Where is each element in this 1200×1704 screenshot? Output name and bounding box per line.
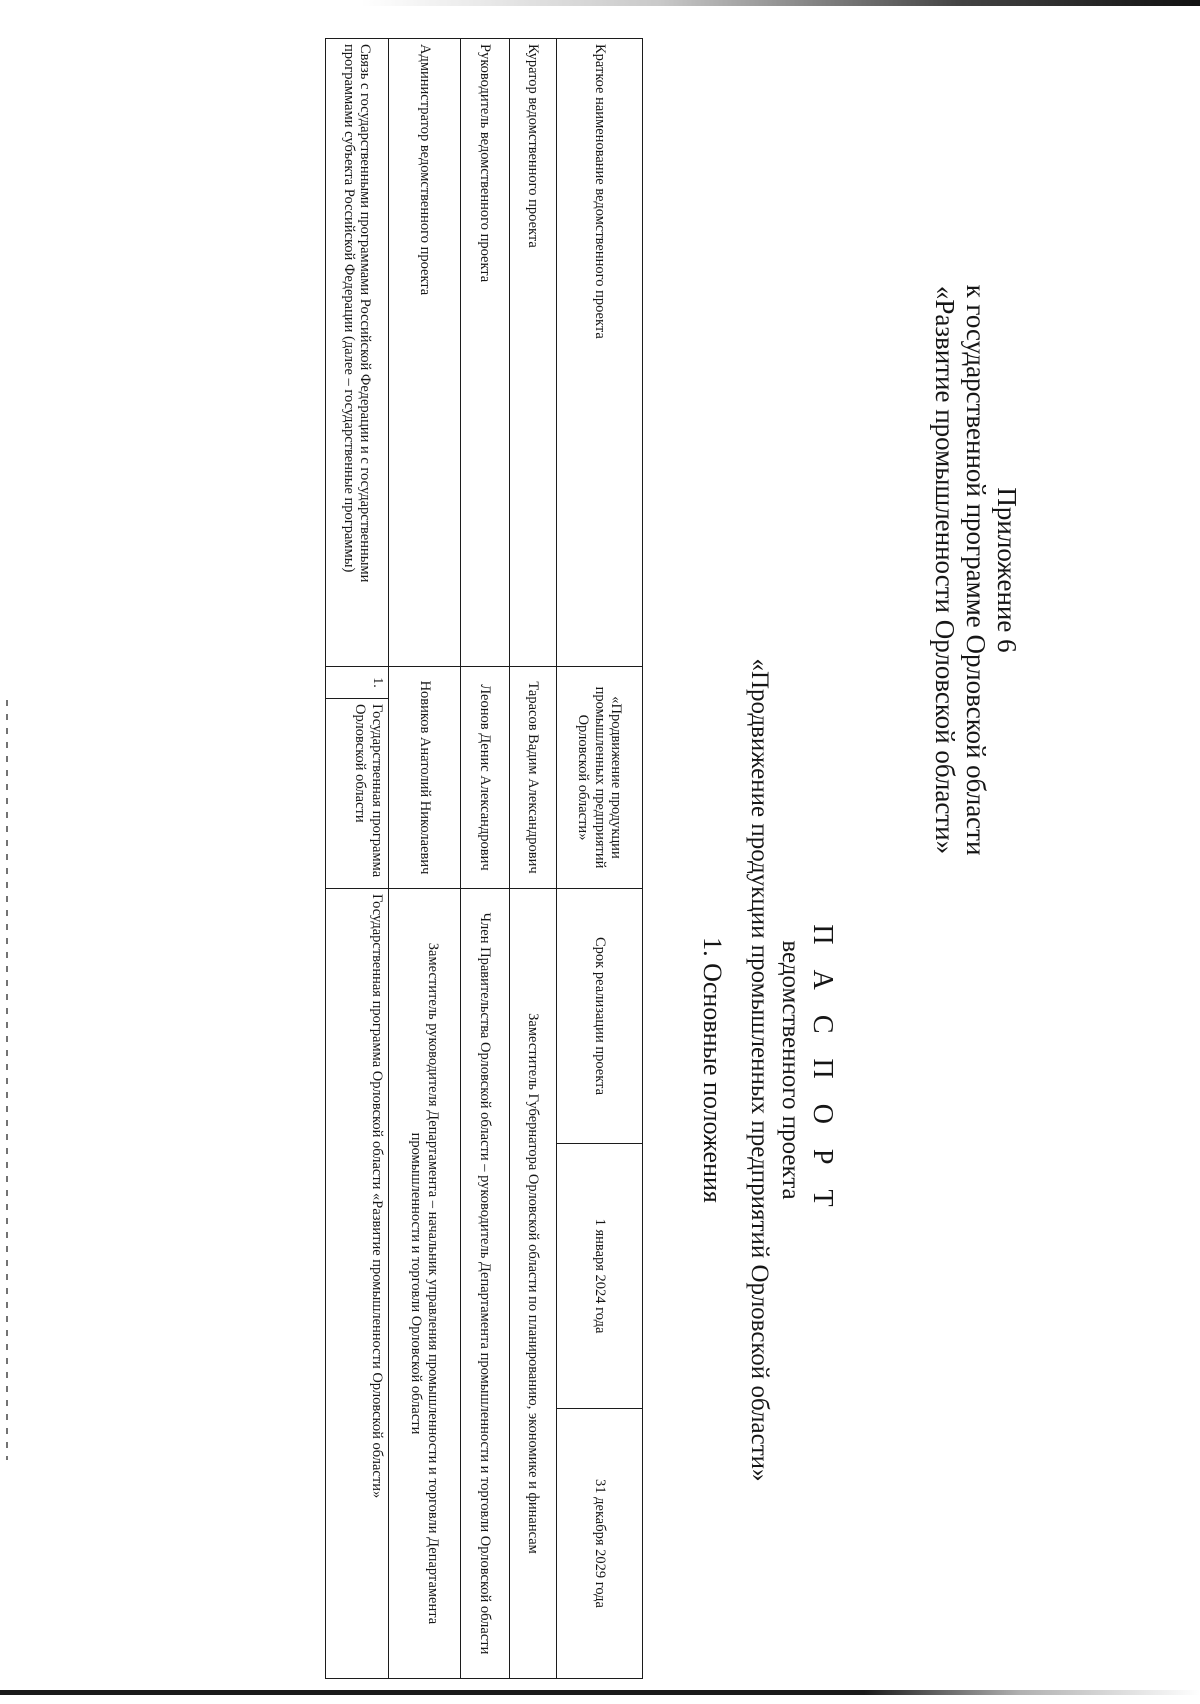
term-start: 1 января 2024 года bbox=[557, 1144, 643, 1409]
basic-provisions-table bbox=[325, 38, 643, 1679]
appendix-number: Приложение 6 bbox=[992, 487, 1022, 653]
admin-name: Новиков Анатолий Николаевич bbox=[389, 667, 461, 889]
head-label: Руководитель ведомственного проекта bbox=[461, 39, 510, 667]
head-position: Член Правительства Орловской области – руководитель Департамента промышленности и торговли Орловской области bbox=[461, 889, 510, 1679]
term-end: 31 декабря 2029 года bbox=[557, 1409, 643, 1679]
admin-position: Заместитель руководителя Департамента – начальник управления промышленности и торговли Департамента промышленности и торговли Орловской области bbox=[389, 889, 461, 1679]
short-name-label: Краткое наименование ведомственного проекта bbox=[557, 39, 643, 667]
section-heading: 1. Основные положения bbox=[698, 937, 727, 1203]
table-row bbox=[389, 39, 461, 1679]
curator-position: Заместитель Губернатора Орловской области по планированию, экономике и финансам bbox=[510, 889, 557, 1679]
title-block bbox=[696, 610, 838, 1530]
curator-label: Куратор ведомственного проекта bbox=[510, 39, 557, 667]
short-name-value: «Продвижение продукции промышленных предприятий Орловской области» bbox=[557, 667, 643, 889]
table-row bbox=[510, 39, 557, 1679]
head-name: Леонов Денис Александрович bbox=[461, 667, 510, 889]
admin-label: Администратор ведомственного проекта bbox=[389, 39, 461, 667]
document-title: П А С П О Р Т bbox=[807, 924, 838, 1216]
table-row bbox=[557, 39, 643, 1679]
table-row bbox=[461, 39, 510, 1679]
program-link-type: Государственная программа Орловской области bbox=[326, 699, 389, 889]
project-name: «Продвижение продукции промышленных предприятий Орловской области» bbox=[746, 658, 773, 1482]
appendix-program-name: «Развитие промышленности Орловской области» bbox=[930, 285, 960, 855]
appendix-header bbox=[929, 20, 1022, 1120]
program-link-name: Государственная программа Орловской области «Развитие промышленности Орловской области» bbox=[326, 889, 389, 1679]
curator-name: Тарасов Вадим Александрович bbox=[510, 667, 557, 889]
table-row bbox=[326, 39, 389, 1679]
program-link-label: Связь с государственными программами Российской Федерации и с государственными программами субъекта Российской Федерации (далее – государственные программы) bbox=[326, 39, 389, 667]
term-label: Срок реализации проекта bbox=[557, 889, 643, 1144]
document-subtitle: ведомственного проекта bbox=[777, 940, 804, 1200]
program-link-number: 1. bbox=[326, 667, 389, 699]
appendix-reference: к государственной программе Орловской области bbox=[961, 284, 991, 856]
